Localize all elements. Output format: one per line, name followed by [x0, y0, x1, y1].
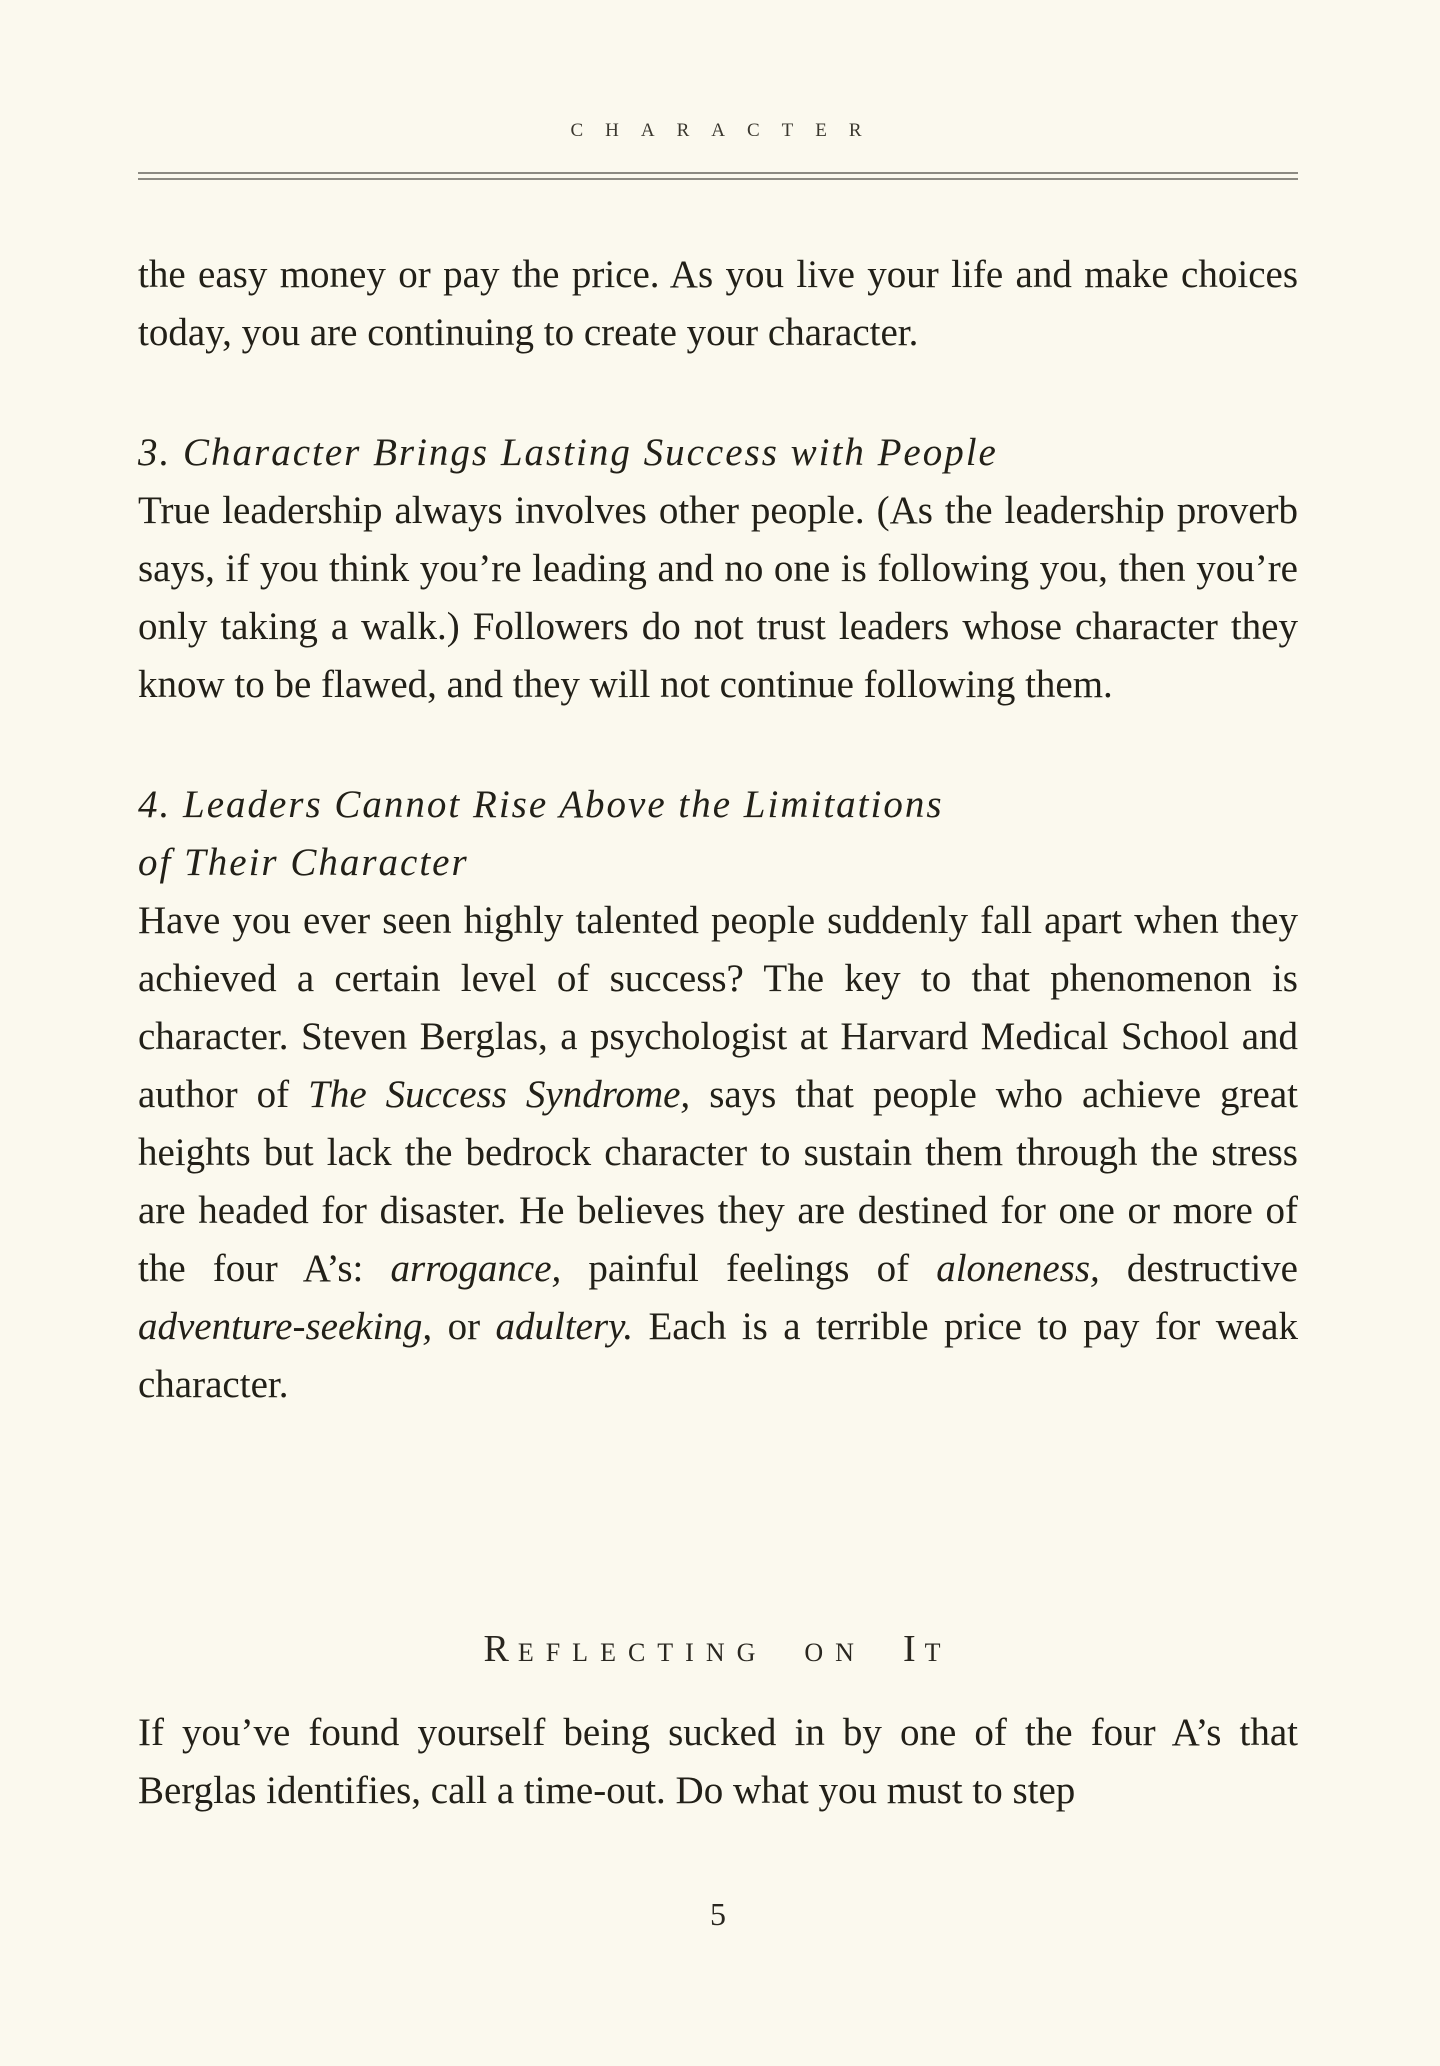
paragraph-point-4: [138, 892, 1298, 1414]
section-title-initial: R: [483, 1628, 518, 1670]
paragraph-text: says that people who achieve great heights but lack the bedrock character to sustain them through the stress are headed for disaster. He believes they are destined for one or more of the four A’s:: [138, 1073, 1298, 1290]
book-page: [138, 0, 1298, 2066]
body-text: [138, 246, 1298, 1414]
heading-point-4-line-2: of Their Character: [138, 841, 469, 884]
heading-point-3: 3. Character Brings Lasting Success with People: [138, 431, 998, 474]
paragraph-point-3: True leadership always involves other people. (As the leadership proverb says, if you think you’re leading and no one is following you, then you’re only taking a walk.) Followers do not trust leaders whose character they know to be flawed, and they will not continue following them.: [138, 489, 1298, 706]
paragraph-continued: the easy money or pay the price. As you live your life and make choices today, you are continuing to create your character.: [138, 253, 1298, 354]
heading-point-4-line-1: 4. Leaders Cannot Rise Above the Limitations: [138, 783, 944, 826]
paragraph-reflection: If you’ve found yourself being sucked in by one of the four A’s that Berglas identifies, call a time-out. Do what you must to step: [138, 1711, 1298, 1812]
closing-text: [138, 1704, 1298, 1820]
paragraph-text: destructive: [1099, 1247, 1298, 1290]
term-aloneness: aloneness,: [936, 1247, 1100, 1290]
section-title-reflecting-on-it: [138, 1627, 1298, 1671]
running-head: CHARACTER: [570, 120, 884, 141]
paragraph-text: painful feelings of: [561, 1247, 937, 1290]
term-arrogance: arrogance,: [390, 1247, 562, 1290]
section-title-small-caps: T: [924, 1638, 953, 1667]
term-adultery: adultery.: [495, 1305, 634, 1348]
section-title-small-caps: EFLECTING: [517, 1638, 768, 1667]
page-number: 5: [710, 1896, 726, 1932]
section-title-small-caps: ON: [804, 1638, 866, 1667]
paragraph-text: or: [432, 1305, 496, 1348]
paragraph-text: Have you ever seen highly talented people suddenly fall apart when they achieved a certain level of success? The key to that phenomenon is character. Steven Berglas, a psychologist at Harvard Medical School and author of: [138, 899, 1298, 1116]
paragraph-text: Each is a terrible price to pay for weak character.: [138, 1305, 1298, 1406]
section-title-initial: I: [902, 1628, 925, 1670]
book-title: The Success Syndrome,: [308, 1073, 691, 1116]
term-adventure-seeking: adventure-seeking,: [138, 1305, 433, 1348]
header-double-rule: [138, 172, 1298, 180]
